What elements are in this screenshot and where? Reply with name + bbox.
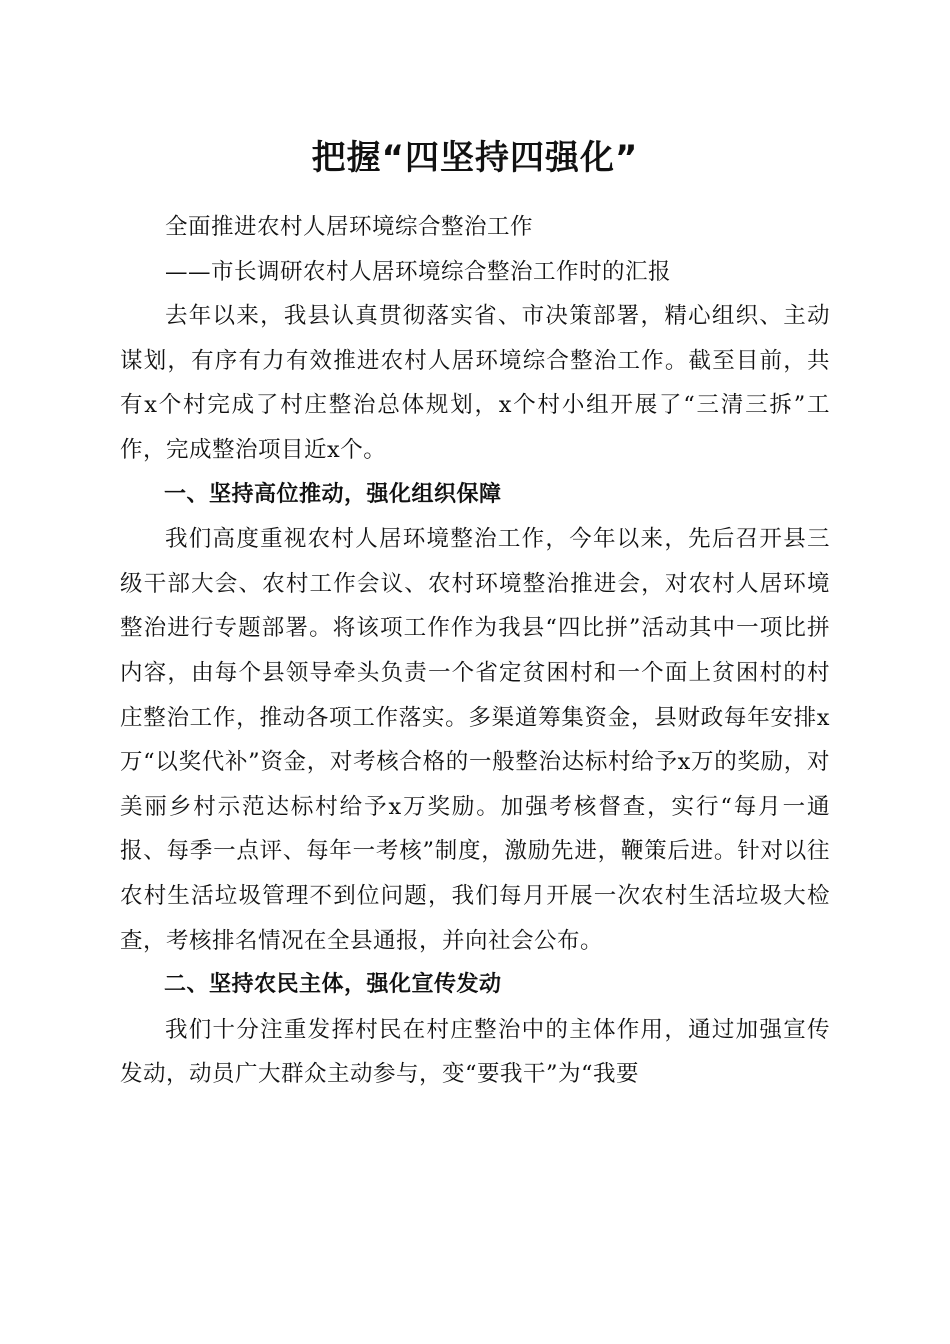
document-subtitle: 全面推进农村人居环境综合整治工作 (165, 214, 534, 240)
document-title: 把握“四坚持四强化” (311, 138, 639, 178)
document-byline: ——市长调研农村人居环境综合整治工作时的汇报 (165, 258, 672, 285)
intro-paragraph: 去年以来，我县认真贯彻落实省、市决策部署，精心组织、主动谋划，有序有力有效推进农村人居环境综合整治工作。截至目前，共有x个村完成了村庄整治总体规划，x个村小组开展了“三清三拆”工作，完成整治项目近x个。 (120, 303, 830, 463)
document-body (120, 205, 830, 1097)
section-1-heading: 一、坚持高位推动，强化组织保障 (164, 481, 502, 507)
section-2-heading: 二、坚持农民主体，强化宣传发动 (164, 972, 502, 998)
section-2-paragraph: 我们十分注重发挥村民在村庄整治中的主体作用，通过加强宣传发动，动员广大群众主动参与，变“要我干”为“我要 (120, 1016, 830, 1088)
section-1-paragraph: 我们高度重视农村人居环境整治工作，今年以来，先后召开县三级干部大会、农村工作会议、农村环境整治推进会，对农村人居环境整治进行专题部署。将该项工作作为我县“四比拼”活动其中一项比拼内容，由每个县领导牵头负责一个省定贫困村和一个面上贫困村的村庄整治工作，推动各项工作落实。多渠道筹集资金，县财政每年安排x万“以奖代补”资金，对考核合格的一般整治达标村给予x万的奖励，对美丽乡村示范达标村给予x万奖励。加强考核督查，实行“每月一通报、每季一点评、每年一考核”制度，激励先进，鞭策后进。针对以往农村生活垃圾管理不到位问题，我们每月开展一次农村生活垃圾大检查，考核排名情况在全县通报，并向社会公布。 (120, 526, 830, 954)
